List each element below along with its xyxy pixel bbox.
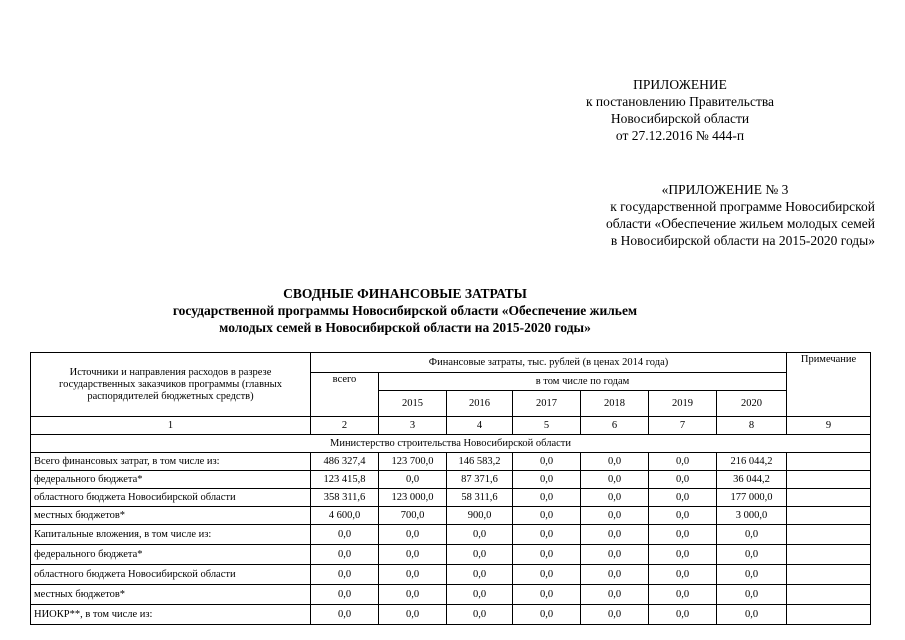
value-cell: 216 044,2 [717,453,787,471]
column-number: 5 [513,417,581,435]
appendix-line: Новосибирской области [610,111,750,126]
column-number-row [31,417,871,435]
value-cell: 0,0 [649,525,717,545]
ministry-row: Министерство строительства Новосибирской области [31,435,871,453]
value-cell: 0,0 [649,565,717,585]
note-cell [787,565,871,585]
title-line: государственной программы Новосибирской области «Обеспечение жильем [172,303,638,318]
header-by-years: в том числе по годам [379,373,787,391]
appendix-date: от 27.12.2016 № 444-п [615,128,745,143]
appendix-title: ПРИЛОЖЕНИЕ [633,77,727,92]
header-year: 2020 [717,391,787,417]
header-year: 2015 [379,391,447,417]
financial-costs-table [30,352,871,625]
value-cell: 0,0 [581,507,649,525]
value-cell: 0,0 [581,585,649,605]
appendix-line: области «Обеспечение жильем молодых семей [605,216,875,231]
row-label: областного бюджета Новосибирской области [31,489,311,507]
value-cell: 0,0 [717,585,787,605]
value-cell: 0,0 [649,585,717,605]
value-cell: 0,0 [379,525,447,545]
value-cell: 0,0 [379,605,447,625]
value-cell: 123 700,0 [379,453,447,471]
value-cell: 0,0 [311,525,379,545]
resolution-appendix-header [555,76,805,144]
value-cell: 0,0 [581,605,649,625]
value-cell: 3 000,0 [717,507,787,525]
column-number: 4 [447,417,513,435]
note-cell [787,453,871,471]
value-cell: 0,0 [581,565,649,585]
value-cell: 0,0 [717,605,787,625]
value-cell: 0,0 [379,545,447,565]
value-cell: 0,0 [717,545,787,565]
appendix-line: в Новосибирской области на 2015-2020 годы» [610,233,875,248]
value-cell: 36 044,2 [717,471,787,489]
column-number: 7 [649,417,717,435]
title-line: молодых семей в Новосибирской области на 2015-2020 годы» [219,320,591,335]
value-cell: 0,0 [581,453,649,471]
value-cell: 87 371,6 [447,471,513,489]
value-cell: 0,0 [513,453,581,471]
header-year: 2016 [447,391,513,417]
column-number: 6 [581,417,649,435]
value-cell: 0,0 [447,525,513,545]
value-cell: 0,0 [513,545,581,565]
appendix-line: к государственной программе Новосибирской [610,199,875,214]
value-cell: 0,0 [513,585,581,605]
value-cell: 0,0 [379,565,447,585]
value-cell: 0,0 [717,525,787,545]
header-note: Примечание [787,353,871,417]
value-cell: 58 311,6 [447,489,513,507]
value-cell: 0,0 [649,489,717,507]
value-cell: 0,0 [379,585,447,605]
value-cell: 123 000,0 [379,489,447,507]
table-row [31,545,871,565]
header-year: 2019 [649,391,717,417]
row-label: Всего финансовых затрат, в том числе из: [31,453,311,471]
value-cell: 900,0 [447,507,513,525]
row-label: федерального бюджета* [31,471,311,489]
table-row [31,453,871,471]
header-sources: Источники и направления расходов в разрезе государственных заказчиков программы (главных распорядителей бюджетных средств) [31,353,311,417]
note-cell [787,489,871,507]
appendix-title: «ПРИЛОЖЕНИЕ № 3 [661,182,789,197]
value-cell: 0,0 [581,471,649,489]
value-cell: 0,0 [649,507,717,525]
value-cell: 0,0 [649,545,717,565]
column-number: 3 [379,417,447,435]
value-cell: 146 583,2 [447,453,513,471]
value-cell: 0,0 [649,453,717,471]
note-cell [787,605,871,625]
table-row [31,565,871,585]
note-cell [787,585,871,605]
column-number: 9 [787,417,871,435]
value-cell: 177 000,0 [717,489,787,507]
value-cell: 123 415,8 [311,471,379,489]
value-cell: 0,0 [513,489,581,507]
row-label: НИОКР**, в том числе из: [31,605,311,625]
note-cell [787,507,871,525]
value-cell: 700,0 [379,507,447,525]
header-year: 2018 [581,391,649,417]
table-row [31,471,871,489]
table-row [31,489,871,507]
value-cell: 0,0 [311,565,379,585]
value-cell: 358 311,6 [311,489,379,507]
row-label: областного бюджета Новосибирской области [31,565,311,585]
table-row [31,507,871,525]
value-cell: 0,0 [581,525,649,545]
table-row [31,525,871,545]
table-row [31,585,871,605]
note-cell [787,525,871,545]
note-cell [787,471,871,489]
value-cell: 0,0 [649,605,717,625]
column-number: 8 [717,417,787,435]
note-cell [787,545,871,565]
row-label: Капитальные вложения, в том числе из: [31,525,311,545]
value-cell: 0,0 [717,565,787,585]
value-cell: 0,0 [513,525,581,545]
value-cell: 0,0 [379,471,447,489]
value-cell: 0,0 [311,545,379,565]
row-label: местных бюджетов* [31,507,311,525]
value-cell: 0,0 [447,605,513,625]
value-cell: 4 600,0 [311,507,379,525]
value-cell: 0,0 [513,507,581,525]
value-cell: 0,0 [581,545,649,565]
value-cell: 0,0 [447,585,513,605]
appendix-line: к постановлению Правительства [585,94,775,109]
title-line: СВОДНЫЕ ФИНАНСОВЫЕ ЗАТРАТЫ [283,286,527,301]
value-cell: 0,0 [649,471,717,489]
column-number: 1 [31,417,311,435]
value-cell: 0,0 [513,565,581,585]
value-cell: 0,0 [311,605,379,625]
document-title [120,285,690,336]
table-row [31,605,871,625]
header-year: 2017 [513,391,581,417]
value-cell: 0,0 [581,489,649,507]
header-costs: Финансовые затраты, тыс. рублей (в ценах 2014 года) [311,353,787,373]
value-cell: 0,0 [311,585,379,605]
header-total: всего [311,373,379,417]
row-label: федерального бюджета* [31,545,311,565]
value-cell: 0,0 [447,545,513,565]
value-cell: 0,0 [513,605,581,625]
value-cell: 0,0 [513,471,581,489]
value-cell: 0,0 [447,565,513,585]
value-cell: 486 327,4 [311,453,379,471]
program-appendix-header [535,181,875,249]
row-label: местных бюджетов* [31,585,311,605]
column-number: 2 [311,417,379,435]
